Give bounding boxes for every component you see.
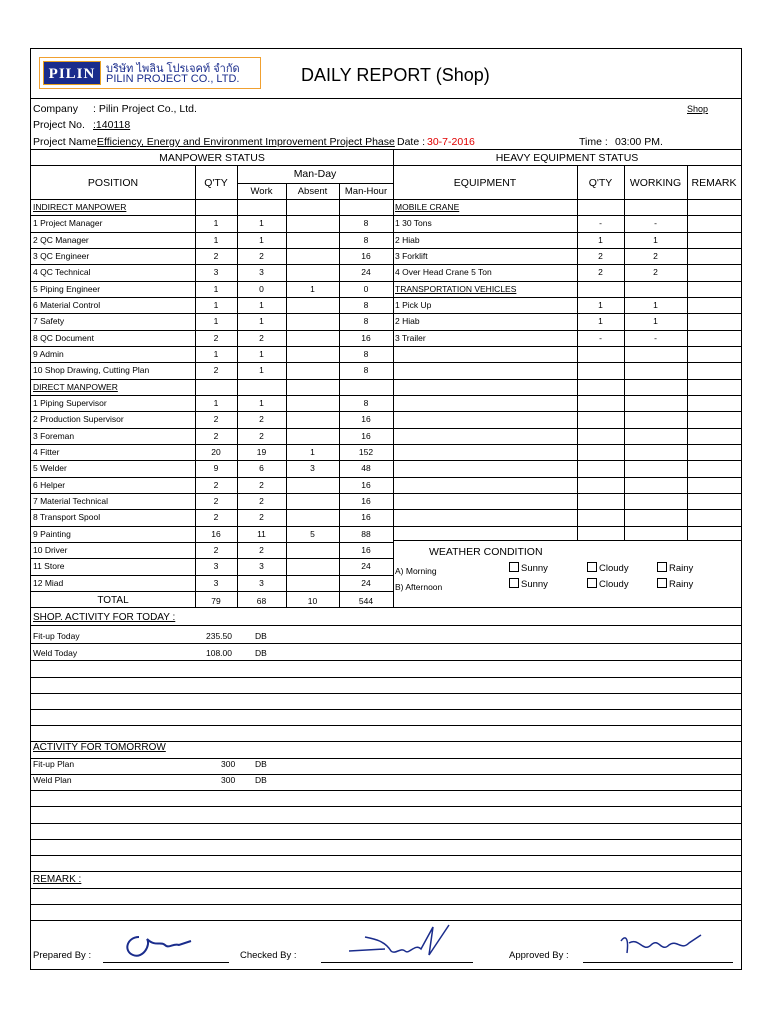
company-label: Company bbox=[33, 103, 78, 115]
position-cell: 5 Piping Engineer bbox=[33, 283, 101, 294]
total-work: 68 bbox=[256, 596, 267, 606]
position-cell: 7 Safety bbox=[33, 316, 65, 327]
equipment-name-cell: 2 Hiab bbox=[395, 316, 420, 327]
ruled-line bbox=[31, 725, 741, 726]
ruled-line bbox=[31, 643, 741, 644]
row-line bbox=[393, 444, 741, 445]
equipment-qty-cell: 1 bbox=[598, 316, 603, 327]
equipment-name-cell: 3 Forklift bbox=[395, 251, 428, 261]
row-line bbox=[393, 379, 741, 380]
row-line bbox=[31, 428, 393, 429]
qty-cell: 2 bbox=[213, 496, 219, 506]
fitup-today-label: Fit-up Today bbox=[33, 631, 80, 641]
work-cell: 1 bbox=[259, 218, 264, 229]
row-line bbox=[31, 313, 393, 314]
checkbox-icon bbox=[657, 562, 667, 572]
work-cell: 1 bbox=[259, 234, 264, 245]
row-line bbox=[31, 558, 393, 559]
logo-thai-name: บริษัท ไพลิน โปรเจคท์ จำกัด bbox=[106, 63, 240, 75]
weld-plan-label: Weld Plan bbox=[33, 775, 72, 785]
row-line bbox=[31, 248, 393, 249]
qty-cell: 1 bbox=[213, 349, 219, 359]
man-hour-cell: 16 bbox=[361, 479, 371, 490]
ruled-line bbox=[31, 758, 741, 759]
qty-cell: 16 bbox=[211, 528, 221, 539]
project-name-label: Project Name: bbox=[33, 136, 100, 148]
total-qty: 79 bbox=[211, 596, 221, 606]
ruled-line bbox=[31, 741, 741, 742]
morning-sunny-option[interactable]: Sunny bbox=[509, 562, 548, 575]
man-hour-header: Man-Hour bbox=[344, 186, 388, 197]
row-line bbox=[31, 444, 393, 445]
qty-cell: 1 bbox=[213, 300, 219, 310]
weld-today-value: 108.00 bbox=[206, 648, 232, 658]
equipment-qty-cell: 2 bbox=[598, 267, 603, 278]
position-cell: 12 Miad bbox=[33, 577, 64, 588]
equipment-name-cell: 1 Pick Up bbox=[395, 300, 432, 310]
checkbox-icon bbox=[509, 562, 519, 572]
working-cell: - bbox=[654, 218, 657, 229]
position-cell: 11 Store bbox=[33, 561, 65, 572]
equipment-qty-cell: 1 bbox=[598, 234, 603, 245]
row-line bbox=[393, 509, 741, 510]
report-title: DAILY REPORT (Shop) bbox=[301, 65, 490, 85]
row-line bbox=[31, 379, 393, 380]
ruled-line bbox=[31, 806, 741, 807]
man-hour-cell: 8 bbox=[363, 398, 369, 408]
man-hour-cell: 24 bbox=[361, 577, 371, 588]
man-hour-cell: 16 bbox=[361, 545, 371, 555]
activity-today-title: SHOP. ACTIVITY FOR TODAY : bbox=[33, 612, 176, 623]
prepared-by-label: Prepared By : bbox=[33, 950, 92, 961]
row-line bbox=[393, 248, 741, 249]
afternoon-rainy-option[interactable]: Rainy bbox=[657, 578, 693, 591]
checked-signature bbox=[345, 921, 465, 961]
man-hour-cell: 16 bbox=[361, 332, 371, 343]
ruled-line bbox=[31, 888, 741, 889]
work-cell: 2 bbox=[259, 332, 264, 343]
row-line bbox=[31, 542, 393, 543]
row-line bbox=[31, 362, 393, 363]
equipment-header: EQUIPMENT bbox=[453, 177, 517, 189]
work-cell: 3 bbox=[259, 561, 264, 572]
man-hour-cell: 16 bbox=[361, 512, 371, 523]
work-cell: 2 bbox=[259, 414, 264, 425]
man-hour-cell: 16 bbox=[361, 496, 371, 506]
work-cell: 3 bbox=[259, 267, 264, 278]
work-cell: 1 bbox=[259, 398, 264, 408]
ruled-line bbox=[31, 709, 741, 710]
qty-cell: 1 bbox=[213, 316, 219, 327]
row-line bbox=[393, 346, 741, 347]
position-cell: 9 Admin bbox=[33, 349, 64, 359]
approved-by-label: Approved By : bbox=[509, 950, 569, 961]
equipment-section-title: MOBILE CRANE bbox=[395, 202, 460, 212]
work-cell: 1 bbox=[259, 316, 264, 327]
row-line bbox=[31, 509, 393, 510]
project-name-value: Efficiency, Energy and Environment Improvement Project Phase bbox=[97, 136, 395, 148]
weather-morning-label: A) Morning bbox=[395, 566, 437, 576]
man-hour-cell: 8 bbox=[363, 300, 369, 310]
man-hour-cell: 152 bbox=[358, 447, 374, 457]
fitup-plan-label: Fit-up Plan bbox=[33, 759, 75, 769]
man-hour-cell: 8 bbox=[363, 349, 369, 359]
row-line bbox=[31, 526, 393, 527]
report-header bbox=[31, 49, 741, 99]
total-hour: 544 bbox=[358, 596, 374, 606]
checked-by-label: Checked By : bbox=[240, 950, 297, 961]
working-cell: 1 bbox=[653, 300, 658, 310]
approved-signature bbox=[615, 929, 715, 959]
checkbox-icon bbox=[587, 578, 597, 588]
row-line bbox=[393, 232, 741, 233]
man-hour-cell: 16 bbox=[361, 414, 371, 425]
row-line bbox=[31, 493, 393, 494]
work-header: Work bbox=[250, 186, 273, 197]
qty-cell: 2 bbox=[213, 251, 219, 261]
work-cell: 2 bbox=[259, 479, 264, 490]
eq-qty-header: Q'TY bbox=[588, 177, 613, 189]
absent-cell: 3 bbox=[310, 463, 315, 474]
remark-title: REMARK : bbox=[33, 874, 82, 885]
row-line bbox=[393, 281, 741, 282]
position-cell: 7 Material Technical bbox=[33, 496, 108, 506]
qty-cell: 3 bbox=[213, 577, 219, 588]
position-cell: 5 Welder bbox=[33, 463, 67, 474]
row-line bbox=[393, 526, 741, 527]
weather-afternoon-label: B) Afternoon bbox=[395, 582, 443, 592]
work-cell: 19 bbox=[256, 447, 267, 457]
checkbox-icon bbox=[587, 562, 597, 572]
working-cell: 2 bbox=[653, 267, 658, 278]
position-cell: 2 QC Manager bbox=[33, 234, 89, 245]
row-line bbox=[31, 330, 393, 331]
morning-cloudy-option[interactable]: Cloudy bbox=[587, 562, 629, 575]
fitup-today-unit: DB bbox=[255, 631, 267, 641]
total-label: TOTAL bbox=[97, 595, 129, 606]
man-hour-cell: 48 bbox=[361, 463, 371, 474]
equipment-name-cell: 4 Over Head Crane 5 Ton bbox=[395, 267, 492, 278]
position-cell: 3 Foreman bbox=[33, 430, 75, 441]
qty-cell: 1 bbox=[213, 218, 219, 229]
man-hour-cell: 16 bbox=[361, 430, 371, 441]
daily-report-sheet bbox=[30, 48, 742, 970]
ruled-line bbox=[31, 855, 741, 856]
row-line bbox=[31, 215, 393, 216]
work-cell: 6 bbox=[259, 463, 264, 474]
equipment-section-title: TRANSPORTATION VEHICLES bbox=[395, 283, 517, 294]
equipment-name-cell: 1 30 Tons bbox=[395, 218, 432, 229]
qty-cell: 2 bbox=[213, 430, 219, 441]
qty-cell: 3 bbox=[213, 561, 219, 572]
working-cell: 2 bbox=[653, 251, 658, 261]
work-cell: 2 bbox=[259, 512, 264, 523]
activity-tomorrow-title: ACTIVITY FOR TOMORROW bbox=[33, 742, 166, 753]
man-hour-cell: 24 bbox=[361, 561, 371, 572]
qty-cell: 1 bbox=[213, 234, 219, 245]
remark-header: REMARK bbox=[691, 177, 737, 189]
man-hour-cell: 16 bbox=[361, 251, 371, 261]
work-cell: 2 bbox=[259, 496, 264, 506]
equipment-name-cell: 3 Trailer bbox=[395, 332, 426, 343]
checkbox-icon bbox=[509, 578, 519, 588]
absent-header: Absent bbox=[297, 186, 328, 197]
prepared-signature bbox=[121, 929, 211, 961]
afternoon-sunny-option[interactable]: Sunny bbox=[509, 578, 548, 591]
working-cell: - bbox=[654, 332, 657, 343]
row-line bbox=[31, 346, 393, 347]
work-cell: 2 bbox=[259, 545, 264, 555]
logo-english-name: PILIN PROJECT CO., LTD. bbox=[106, 73, 240, 85]
position-cell: 9 Painting bbox=[33, 528, 71, 539]
qty-cell: 2 bbox=[213, 332, 219, 343]
work-cell: 11 bbox=[257, 528, 266, 539]
date-label: Date : bbox=[397, 136, 426, 148]
ruled-line bbox=[31, 871, 741, 872]
equipment-qty-cell: - bbox=[599, 332, 602, 343]
fitup-plan-unit: DB bbox=[255, 759, 267, 769]
qty-cell: 2 bbox=[213, 365, 219, 376]
absent-cell: 1 bbox=[310, 447, 315, 457]
qty-cell: 1 bbox=[213, 283, 219, 294]
equipment-qty-cell: 1 bbox=[598, 300, 603, 310]
row-line bbox=[31, 395, 393, 396]
shop-tag: Shop bbox=[687, 104, 709, 114]
equipment-qty-cell: - bbox=[599, 218, 602, 229]
afternoon-cloudy-option[interactable]: Cloudy bbox=[587, 578, 629, 591]
working-header: WORKING bbox=[629, 177, 682, 189]
manpower-section-title: DIRECT MANPOWER bbox=[33, 381, 118, 392]
absent-cell: 1 bbox=[310, 283, 315, 294]
position-cell: 1 Piping Supervisor bbox=[33, 398, 107, 408]
weather-title: WEATHER CONDITION bbox=[429, 546, 543, 558]
man-hour-cell: 8 bbox=[363, 365, 369, 376]
position-cell: 1 Project Manager bbox=[33, 218, 103, 229]
work-cell: 0 bbox=[259, 283, 264, 294]
man-hour-cell: 8 bbox=[363, 316, 369, 327]
row-line bbox=[393, 215, 741, 216]
position-cell: 3 QC Engineer bbox=[33, 251, 90, 261]
row-line bbox=[393, 493, 741, 494]
man-hour-cell: 0 bbox=[363, 283, 369, 294]
qty-cell: 2 bbox=[213, 512, 219, 523]
work-cell: 1 bbox=[259, 349, 264, 359]
row-line bbox=[31, 575, 393, 576]
work-cell: 1 bbox=[259, 365, 264, 376]
weld-today-unit: DB bbox=[255, 648, 267, 658]
row-line bbox=[31, 232, 393, 233]
row-line bbox=[393, 395, 741, 396]
absent-cell: 5 bbox=[310, 528, 315, 539]
row-line bbox=[393, 460, 741, 461]
row-line bbox=[31, 297, 393, 298]
time-label: Time : bbox=[579, 136, 608, 148]
ruled-line bbox=[31, 904, 741, 905]
position-cell: 6 Material Control bbox=[33, 300, 101, 310]
project-no-value: :140118 bbox=[93, 119, 131, 131]
fitup-plan-value: 300 bbox=[221, 759, 236, 769]
project-no-label: Project No. bbox=[33, 119, 85, 131]
man-day-header: Man-Day bbox=[293, 168, 337, 180]
row-line bbox=[31, 281, 393, 282]
position-cell: 4 QC Technical bbox=[33, 267, 91, 278]
ruled-line bbox=[31, 660, 741, 661]
row-line bbox=[31, 411, 393, 412]
weld-plan-unit: DB bbox=[255, 775, 267, 785]
qty-cell: 2 bbox=[213, 414, 219, 425]
position-cell: 8 QC Document bbox=[33, 332, 94, 343]
checkbox-icon bbox=[657, 578, 667, 588]
fitup-today-value: 235.50 bbox=[206, 631, 232, 641]
row-line bbox=[393, 330, 741, 331]
row-line bbox=[393, 428, 741, 429]
position-cell: 6 Helper bbox=[33, 479, 66, 490]
manpower-section-title: INDIRECT MANPOWER bbox=[33, 202, 127, 212]
qty-cell: 9 bbox=[213, 463, 219, 474]
qty-header: Q'TY bbox=[204, 177, 228, 189]
time-value: 03:00 PM. bbox=[615, 136, 663, 148]
heavy-equipment-title: HEAVY EQUIPMENT STATUS bbox=[495, 152, 639, 164]
position-header: POSITION bbox=[87, 177, 139, 189]
working-cell: 1 bbox=[653, 234, 658, 245]
row-line bbox=[31, 477, 393, 478]
row-line bbox=[393, 411, 741, 412]
weld-plan-value: 300 bbox=[221, 775, 236, 785]
ruled-line bbox=[31, 774, 741, 775]
row-line bbox=[393, 264, 741, 265]
row-line bbox=[31, 460, 393, 461]
ruled-line bbox=[31, 677, 741, 678]
working-cell: 1 bbox=[653, 316, 658, 327]
row-line bbox=[393, 297, 741, 298]
position-cell: 8 Transport Spool bbox=[33, 512, 101, 523]
man-hour-cell: 24 bbox=[361, 267, 371, 278]
work-cell: 3 bbox=[259, 577, 264, 588]
date-value: 30-7-2016 bbox=[427, 136, 475, 148]
position-cell: 10 Driver bbox=[33, 545, 68, 555]
total-absent: 10 bbox=[307, 596, 318, 606]
logo-mark: PILIN bbox=[43, 61, 101, 85]
man-hour-cell: 8 bbox=[363, 234, 369, 245]
equipment-qty-cell: 2 bbox=[598, 251, 603, 261]
morning-rainy-option[interactable]: Rainy bbox=[657, 562, 693, 575]
row-line bbox=[393, 477, 741, 478]
qty-cell: 2 bbox=[213, 479, 219, 490]
position-cell: 2 Production Supervisor bbox=[33, 414, 124, 425]
qty-cell: 3 bbox=[213, 267, 219, 278]
ruled-line bbox=[31, 693, 741, 694]
row-line bbox=[393, 540, 741, 541]
company-value: : Pilin Project Co., Ltd. bbox=[93, 103, 197, 115]
row-line bbox=[31, 264, 393, 265]
ruled-line bbox=[31, 823, 741, 824]
work-cell: 1 bbox=[259, 300, 264, 310]
position-cell: 10 Shop Drawing, Cutting Plan bbox=[33, 365, 150, 376]
row-line bbox=[393, 313, 741, 314]
man-hour-cell: 8 bbox=[363, 218, 369, 229]
qty-cell: 2 bbox=[213, 545, 219, 555]
company-logo bbox=[39, 57, 261, 89]
equipment-name-cell: 2 Hiab bbox=[395, 234, 420, 245]
weld-today-label: Weld Today bbox=[33, 648, 78, 658]
man-hour-cell: 88 bbox=[361, 528, 371, 539]
position-cell: 4 Fitter bbox=[33, 447, 60, 457]
work-cell: 2 bbox=[259, 430, 264, 441]
qty-cell: 1 bbox=[213, 398, 219, 408]
ruled-line bbox=[31, 839, 741, 840]
manpower-status-title: MANPOWER STATUS bbox=[159, 152, 265, 164]
ruled-line bbox=[31, 790, 741, 791]
qty-cell: 20 bbox=[211, 447, 221, 457]
row-line bbox=[393, 362, 741, 363]
work-cell: 2 bbox=[259, 251, 264, 261]
